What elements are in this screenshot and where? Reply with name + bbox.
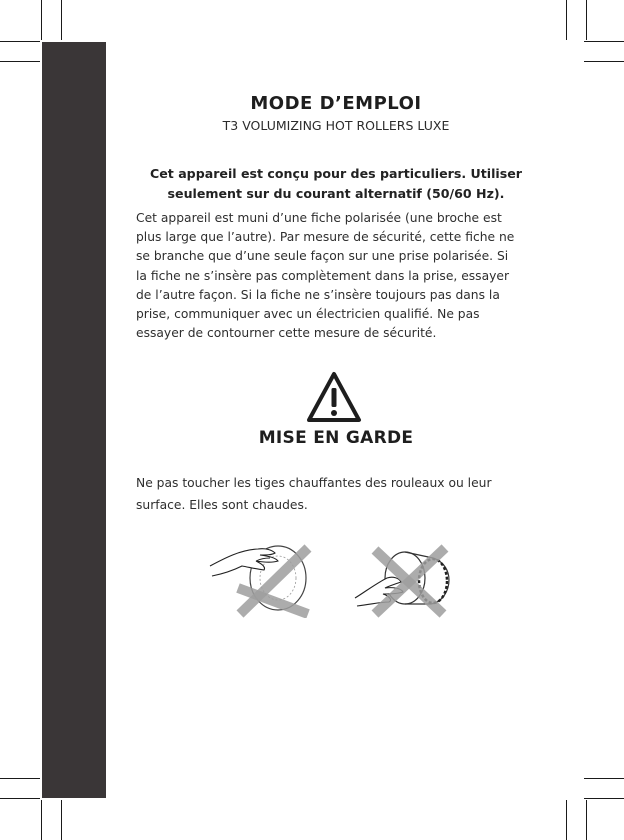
crop-mark [566, 0, 567, 40]
notice-line-2: seulement sur du courant alternatif (50/60 Hz). [167, 186, 505, 201]
crop-mark [61, 0, 62, 40]
warning-paragraph: Ne pas toucher les tiges chauffantes des rouleaux ou leur surface. Elles sont chaudes. [136, 476, 492, 512]
crop-mark [0, 41, 40, 42]
crop-mark [584, 778, 624, 779]
crop-mark [0, 798, 40, 799]
crop-mark [0, 61, 40, 62]
crop-mark [584, 41, 624, 42]
crop-mark [41, 0, 42, 40]
crop-mark [41, 800, 42, 840]
polarized-plug-paragraph: Cet appareil est muni d’une fiche polarisée (une broche est plus large que l’autre). Par mesure de sécurité, cette fiche ne se branche que d’une seule façon sur une prise polarisée. Si la fiche ne s’insère pas complètement dans la prise, essayer de l’autre façon. Si la fiche ne s’insère toujours pas dans la prise, communiquer avec un électricien qualifié. Ne pas essayer de contourner cette mesure de sécurité. [136, 211, 515, 341]
crop-mark [61, 800, 62, 840]
notice-line-1: Cet appareil est conçu pour des particuliers. Utiliser [150, 166, 522, 181]
hand-touching-roller-top-prohibited-icon [200, 540, 320, 618]
household-use-notice [136, 164, 536, 204]
crop-mark [566, 800, 567, 840]
crop-mark [586, 0, 587, 40]
product-subtitle: T3 VOLUMIZING HOT ROLLERS LUXE [222, 118, 450, 133]
hand-touching-roller-side-prohibited-icon [345, 540, 465, 618]
warning-title: MISE EN GARDE [258, 428, 414, 448]
crop-mark [0, 778, 40, 779]
crop-mark [584, 798, 624, 799]
warning-triangle-icon [306, 371, 362, 423]
crop-mark [584, 61, 624, 62]
crop-mark [586, 800, 587, 840]
page-title: MODE D’EMPLOI [250, 93, 422, 114]
page-side-band [42, 42, 106, 798]
